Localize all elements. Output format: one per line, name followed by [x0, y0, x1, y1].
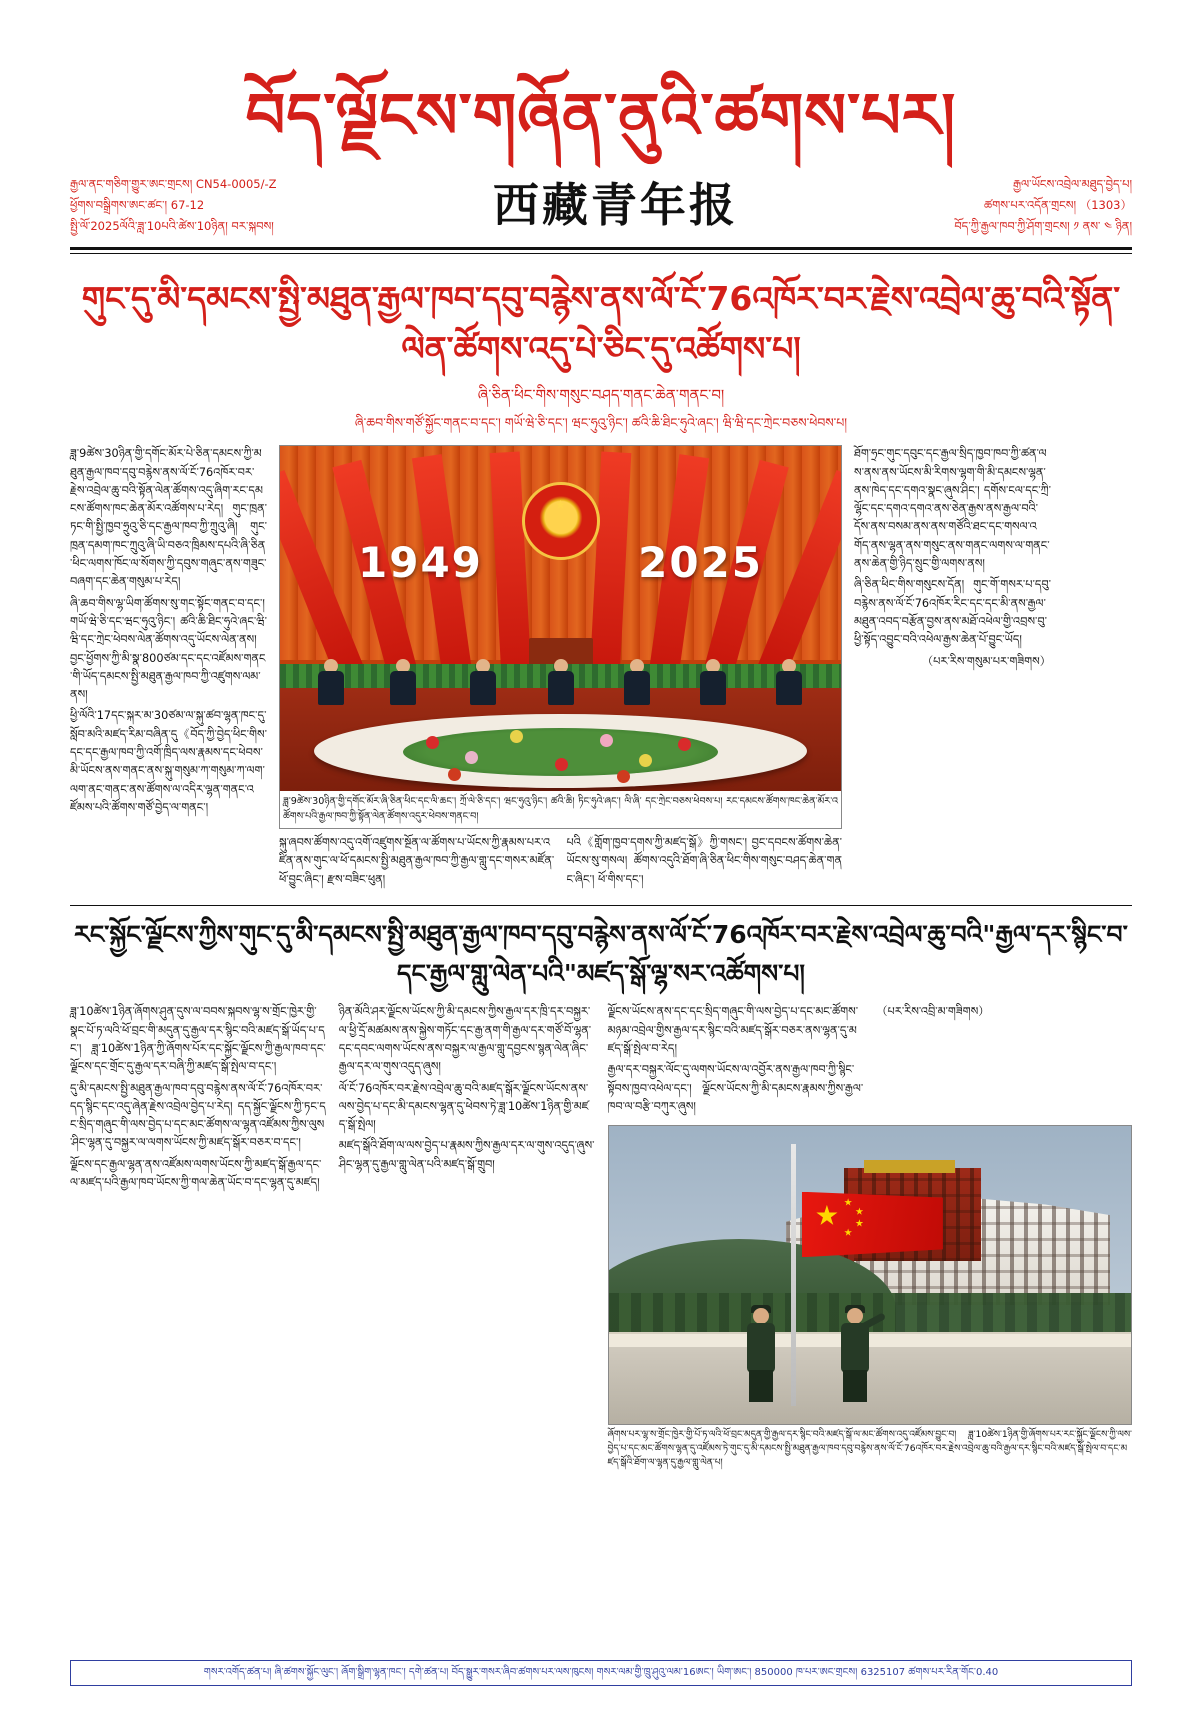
masthead-right-line-2: ཚགས་པར་འདོན་གྲངས། （1303）	[983, 197, 1132, 212]
article2-photo-caption: ཞོགས་པར་ལྷ་ས་གྲོང་ཁྱེར་གྱི་པོ་ཏ་ལའི་ཕོ་བྲང་མདུན་གྱི་རྒྱལ་དར་སྙིང་བའི་མཛད་སྒོ་ལ་མང་ཚོགས་འདུ་འཛོམས་བྱུང་བ། ཟླ་10ཚེས་1ཉིན་གྱི་ཞོགས་པར་རང་སྐྱོང་ལྗོངས་ཀྱི་ལས་བྱེད་པ་དང་མང་ཚོགས་ལྷན་དུ་འཛོམས་ཏེ་གུང་དུ་མི་དམངས་སྤྱི་མཐུན་རྒྱལ་ཁབ་དབུ་བརྙེས་ནས་ལོ་ངོ་76འཁོར་བར་རྗེས་འབྲེལ་ཆུ་བའི་རྒྱལ་དར་སྙིང་བའི་མཛད་སྒོ་སྤེལ་བ་དང་མཛད་སྒོའི་ཐོག་ལ་ལྷན་དུ་རྒྱལ་གླུ་ལེན་པ།	[607, 1429, 1132, 1468]
article2-c1-para-1: ཟླ་10ཚེས་1ཉིན་ཞོགས་ཤུན་དུས་ལ་བབས་སྐབས་ལྷ་ས་གྲོང་ཁྱེར་གྱི་སྣང་པོ་ཏ་ལའི་ཕོ་བྲང་གི་མདུན་དུ་རྒྱལ་དར་སྙིང་བའི་མཛད་སྒོ་ཡོད་པ་དང་། ཟླ་10ཚེས་1ཉིན་ཀྱི་ཞོགས་པོར་དང་སྐྱོང་ལྗོངས་ཀྱི་རྒྱལ་ཁབ་དང་ལྗོངས་དང་གྲོང་དུ་རྒྱལ་དར་བཞི་ཀྱི་མཛད་སྒོ་སྤེལ་བ་དང་།	[70, 1005, 326, 1074]
flag-raiser-right	[838, 1308, 872, 1400]
flag-raiser-left	[744, 1308, 778, 1400]
flag-pole	[791, 1144, 796, 1406]
article2-c2-para-2: ལོ་ངོ་76འཁོར་བར་རྗེས་འབྲེལ་ཆུ་བའི་མཛད་སྒོར་ལྗོངས་ཡོངས་ནས་ལས་བྱེད་པ་དང་མི་དམངས་ལྷན་དུ་ཕེབས་ཏེ་ཟླ་10ཚེས་1ཉིན་གྱི་མཛད་སྒོ་སྤེལ།	[338, 1081, 589, 1132]
article2-c4-para-1: （པར་རིས་འབྲི་མ་གཟིགས）	[876, 1005, 990, 1019]
article1-left-para-1: ཟླ་9ཚེས་30ཉིན་གྱི་དགོང་མོར་པེ་ཅིན་དམངས་ཀྱི་མཐུན་རྒྱལ་ཁབ་དབུ་བརྙེས་ནས་ལོ་ངོ་76འཁོར་བར་རྗེས་འབྲེལ་ཆུ་བའི་སྟོན་ལེན་ཚོགས་འདུ་ཞིག་རང་དམངས་ཚོགས་ཁང་ཆེན་མོར་འཚོགས་པ་རེད། གུང་ཁྲན་ཏང་གི་སྤྱི་ཁྱབ་ཧྲུའུ་ཅི་དང་རྒྱལ་ཁབ་ཀྱི་ཀྲུའུ་ཞི། གུང་ཁྲན་དམག་ཁང་ཀྲུའུ་ཞི་ཡི་བཅའ་ཁྲིམས་དཔའི་ཞི་ཅིན་ཕིང་ལགས་ཁོང་ལ་སོགས་ཀྱི་དབུས་གཞུང་ནས་གཟུང་བཞག་དང་ཆེན་གསུམ་པ་རེད།	[70, 447, 267, 589]
masthead-left-line-2: ཕྱོགས་བསྒྲིགས་ཨང་ཚང་། 67-12	[70, 197, 205, 212]
article1-columns	[70, 445, 1132, 889]
article1-right-column	[854, 445, 1051, 889]
masthead-chinese-title: 西藏青年报	[492, 178, 738, 233]
article2-c2-para-1: ཉིན་མོའི་ཤར་ལྗོངས་ཡོངས་ཀྱི་མི་དམངས་ཀྱིས་རྒྱལ་དར་ཁྲི་དར་བསྐྱར་ལ་ཕྱི་དྲོ་མཚམས་ནས་སྐྱེས་གཏོང་དང་རྒྱ་ནག་གི་རྒྱལ་དར་གཙོ་བོ་ལྷན་དང་དབང་ལགས་ཡོངས་ནས་བསྐྱར་ལ་རྒྱལ་གླུ་དབྱངས་སྙན་ལེན་ཞིང་རྒྱལ་དར་ལ་གུས་འདུད་ཞུས།	[338, 1005, 592, 1074]
article1-subhead-secondary: ཞི་ཆབ་གིས་གཙོ་སྐྱོང་གནང་བ་དང་། གཡོ་ཝེ་ཅི་དང་། ཝང་ཧུའུ་ཉིང་། ཚའི་ཆི་ཐིང་ཧུའེ་ཞང་། ཝི་ཝི་དང་ཀྲེང་བཅས་ཕེབས་པ།	[354, 415, 848, 431]
masthead-right-line-1: རྒྱལ་ཡོངས་འབྲེལ་མཐུད་བྱེད་པ།	[1012, 176, 1132, 191]
article1-right-para-2: ཞི་ཅིན་ཕིང་གིས་གསུངས་དོན། གུང་གོ་གསར་པ་དབུ་བརྙེས་ནས་ལོ་ངོ་76འཁོར་རིང་དང་དང་མི་ནས་རྒྱལ་མཐུན་འབད་བརྩོན་བྱས་ནས་མཐོ་འཕེལ་གྱི་འབྲས་བུ་ཕྱི་སྟོད་འབྱུང་བའི་འཕེལ་རྒྱས་ཆེན་པོ་བྱུང་ཡོད།	[854, 578, 1051, 647]
article2-column-3	[608, 1003, 864, 1119]
article2-c1-para-3: ལྗོངས་དང་རྒྱལ་ལྷན་ནས་འཛོམས་ལགས་ཡོངས་ཀྱི་མཛད་སྒོ་རྒྱལ་དང་ལ་མཛད་པའི་རྒྱལ་ཁབ་ཡོངས་ཀྱི་གལ་ཆེན་ཡོང་བ་དང་ལྷན་དུ་མཛད།	[70, 1157, 322, 1190]
article1-photo-credit: （པར་རིས་གསུམ་པར་གཟིགས）	[921, 654, 1051, 668]
masthead-right-line-3: བོད་ཀྱི་རྒྱལ་ཁབ་ཀྱི་ཤོག་གྲངས། ༡ ནས་ ༤ ཉིན།	[954, 219, 1132, 234]
article1-center-column	[279, 445, 842, 889]
article1-headline: གུང་དུ་མི་དམངས་སྤྱི་མཐུན་རྒྱལ་ཁབ་དབུ་བརྙེས་ནས་ལོ་ངོ་76འཁོར་བར་རྗེས་འབྲེལ་ཆུ་བའི་སྟོན་ལེན་ཚོགས་འདུ་པེ་ཅིང་དུ་འཚོགས་པ།	[81, 279, 1121, 368]
masthead-info-row	[70, 169, 1132, 237]
photo-year-right: 2025	[638, 538, 763, 588]
article1-under-right: པའི《གློག་ཁྱབ་དགས་ཀྱི་མཛད་སྒོ》ཀྱི་གསང་། བྱང་དབངས་ཚོགས་ཆེན་ཡོངས་སུ་གསལ། ཚོགས་འདུའི་ཐོག་ཞི་ཅིན་ཕིང་གིས་གསུང་བཤད་ཆེན་གནང་ཞིང་། ཕོ་གིས་དང་།	[566, 836, 842, 886]
article2-column-3-4	[608, 1003, 1133, 1469]
photo-national-day-reception	[280, 446, 841, 791]
article1-under-photo-columns	[279, 834, 842, 889]
photo-year-left: 1949	[358, 538, 483, 588]
masthead-left-line-1: རྒྱལ་ནང་གཅིག་གྱུར་ཨང་གྲངས། CN54-0005/-Z	[70, 176, 277, 191]
masthead-divider-thin	[70, 253, 1132, 254]
masthead	[70, 0, 1132, 254]
article2-column-2	[339, 1003, 595, 1469]
article1-photo-caption: ཟླ་9ཚེས་30ཉིན་གྱི་དགོང་མོར་ཞི་ཅིན་ཕིང་དང་ལི་ཆང་། ཀྲོ་ལེ་ཅི་དང་། ཝང་ཧུའུ་ཉིང་། ཚའི་ཆི། ཏིང་ཧུའེ་ཞང་། ལི་ཞི་ དང་ཀྲེང་བཅས་ཕེབས་པ། རང་དམངས་ཚོགས་ཁང་ཆེན་མོར་འཚོགས་པའི་རྒྱལ་ཁབ་ཀྱི་སྟོན་ལེན་ཚོགས་འདུར་ཕེབས་གནང་བ།	[283, 796, 838, 823]
article2-columns	[70, 1003, 1132, 1469]
article1-left-para-3: ཕྱི་ལོའི་17དང་སྐར་མ་30ཙམ་ལ་སྐུ་ཚབ་ལྷན་ཁང་དུ་སློབ་མའི་མཛད་རིམ་བཞིན་དུ《བོད་ཀྱི་བྱེད་ཕིང་གིས་དང་དང་རྒྱལ་ཁབ་ཀྱི་འགོ་ཁྲིད་ལས་རྣམས་དང་ཕེབས་མི་ཡོངས་ནས་གནང་ནས་སྐུ་གསུམ་ཀ་གསུམ་ཀ་ལག་ལག་ནང་གནང་ནས་ཚོགས་ལ་འདིར་ལྷན་གནང་འཛོམས་པའི་ཚོགས་གཙོ་བྱེད་ལ་གནང་།	[70, 709, 267, 814]
article1-subhead: ཞི་ཅིན་ཕིང་གིས་གསུང་བཤད་གནང་ཆེན་གནང་བ།	[477, 386, 725, 405]
article1-right-para-1: ཐོག་ཧྲང་གུང་དབུང་དང་རྒྱལ་སྲིད་ཁྱབ་ཁབ་ཀྱི་ཚན་ལས་ནས་ནས་ཡོངས་མི་རིགས་ལྷག་གི་མི་དམངས་ལྷན་ནས་ཁེད་དང་དགའ་སྣང་ཞུས་ཤིང་། དགོས་ངལ་དང་ཀྲི་ལྷོང་དང་དགའ་དགའ་ནས་ཅེན་རྒྱས་ནས་རྒྱལ་བའི་དོས་ནས་བསམ་ནས་ནས་གཙོའི་ཐང་དང་གསལ་འགོད་ནས་ལྷན་ནས་གསུང་ནས་གནང་ལགས་ལ་གནང་ནས་ཆེན་གྱི་ཉིད་སྲུང་གྱི་ལགས་ནས།	[854, 447, 1051, 571]
page-footer: གསར་འགོད་ཚན་པ། ཞི་ཚགས་སྐྱོང་ལུང་། ཞོག་སྒྲིག་ལྷན་ཁང་། དགེ་ཚན་པ། བོད་སྒྱུར་གསར་ཞིབ་ཚགས་པར་ལས་ཁུངས། གསར་ལམ་གྱི་ཁྲུ་ཤུའུ་ལམ་16ཨང་། ཡིག་ཨང་། 850000 ཁ་པར་ཨང་གྲངས། 6325107 ཚགས་པར་རིན་གོང་0.40	[70, 1660, 1132, 1686]
article1-under-left: སྐུ་ཞབས་ཚོགས་འདུ་འགོ་འཛུགས་སྔོན་ལ་ཚོགས་པ་ཡོངས་ཀྱི་རྣམས་པར་འཛིན་ནས་གུང་ལ་ཕོ་དམངས་སྤྱི་མཐུན་རྒྱལ་ཁབ་ཀྱི་རྒྱལ་གླུ་དང་གསར་མཛོན་ཕོ་བྱུང་ཞིང་། རྫས་བཟིང་ཕུན།	[279, 836, 555, 886]
photo-potala-flag-raising	[608, 1125, 1133, 1425]
masthead-divider-thick	[70, 247, 1132, 250]
article1-left-column	[70, 445, 267, 889]
article2-column-4	[876, 1003, 1132, 1119]
masthead-tibetan-title: བོད་ལྗོངས་གཞོན་ནུའི་ཚགས་པར།	[245, 79, 957, 152]
article2-column-1	[70, 1003, 326, 1469]
article2-c3-para-2: རྒྱལ་དར་བསྐྱར་ལོང་དུ་ལགས་ཡོངས་ལ་འབྱོར་ནས་རྒྱལ་ཁབ་ཀྱི་སྙིང་སྟོབས་ཁྱབ་འཕེལ་དང་། ལྗོངས་ཡོངས་ཀྱི་མི་དམངས་རྣམས་ཀྱིས་རྒྱལ་ཁབ་ལ་བརྩི་བཀུར་ཞུས།	[607, 1063, 864, 1113]
masthead-right-info	[954, 174, 1132, 238]
article2-c2-para-3: མཛད་སྒོའི་ཐོག་ལ་ལས་བྱེད་པ་རྣམས་ཀྱིས་རྒྱལ་དར་ལ་གུས་འདུད་ཞུས་ཤིང་ལྷན་དུ་རྒྱལ་གླུ་ལེན་པའི་མཛད་སྒོ་གྲུབ།	[338, 1139, 595, 1171]
article2-headline: རང་སྐྱོང་ལྗོངས་ཀྱིས་གུང་དུ་མི་དམངས་སྤྱི་མཐུན་རྒྱལ་ཁབ་དབུ་བརྙེས་ནས་ལོ་ངོ་76འཁོར་བར་རྗེས་འབྲེལ་ཆུ་བའི"རྒྱལ་དར་སྙིང་བ་དང་རྒྱལ་གླུ་ལེན་པའི"མཛད་སྒོ་ལྷ་སར་འཚོགས་པ།	[70, 905, 1132, 994]
article1-photo-frame	[279, 445, 842, 829]
article1-left-para-2: ཞི་ཆབ་གིས་ལྷ་ཡིག་ཚོགས་སུ་གང་སྟོང་གནང་བ་དང་། གཡོ་ཝེ་ཅི་དང་ཝང་ཧུའུ་ཉིང་། ཚའི་ཆི་ཐིང་ཧུའེ་ཞང་ཝི་ཝི་དང་ཀྲེང་ཕེབས་ལེན་ཚོགས་འདུ་ཡོངས་ལེན་ནས། བྱང་ཕྱོགས་ཀྱི་མི་སྣ་800ཙམ་དང་དང་འཛོམས་གནང་གི་ཡོད་དམངས་སྤྱི་མཐུན་རྒྱལ་ཁབ་ཀྱི་འཛུགས་ལམ་ནས།	[70, 596, 267, 702]
masthead-left-line-3: སྤྱི་ལོ་2025ལོའི་ཟླ་10པའི་ཚེས་10ཉིན། བར་སྐབས།	[70, 219, 274, 234]
chinese-flag-icon	[802, 1192, 943, 1258]
article2-c1-para-2: དུ་མི་དམངས་སྤྱི་མཐུན་རྒྱལ་ཁབ་དབུ་བརྙེས་ནས་ལོ་ངོ་76འཁོར་བར་དད་སྙིང་དང་འདུ་ཞེན་རྗེས་འབྲེལ་བྱེད་པ་རེད། དད་སྐྱོང་ལྗོངས་ཀྱི་ཏང་དང་སྲིད་གཞུང་གི་ལས་བྱེད་པ་དང་མང་ཚོགས་ལ་ལྷན་འཛོམས་ཀྱིས་ལུས་ཤིང་ལྷན་དུ་བསྐྱར་ལ་ལགས་ཡོངས་ཀྱི་མཛད་སྒོར་བཅར་བ་དང་།	[70, 1081, 326, 1150]
masthead-left-info	[70, 174, 277, 238]
national-emblem-icon	[522, 482, 600, 560]
article2-photo-block	[608, 1125, 1133, 1469]
article2-c3-para-1: ལྗོངས་ཡོངས་ནས་དང་དང་སྲིད་གཞུང་གི་ལས་བྱེད་པ་དང་མང་ཚོགས་མཉམ་འབྲེལ་གྱིས་རྒྱལ་དར་སྙིང་བའི་མཛད་སྒོར་བཅར་ནས་ལྷན་དུ་མཛད་སྒོ་སྤེལ་བ་རེད།	[607, 1005, 859, 1055]
